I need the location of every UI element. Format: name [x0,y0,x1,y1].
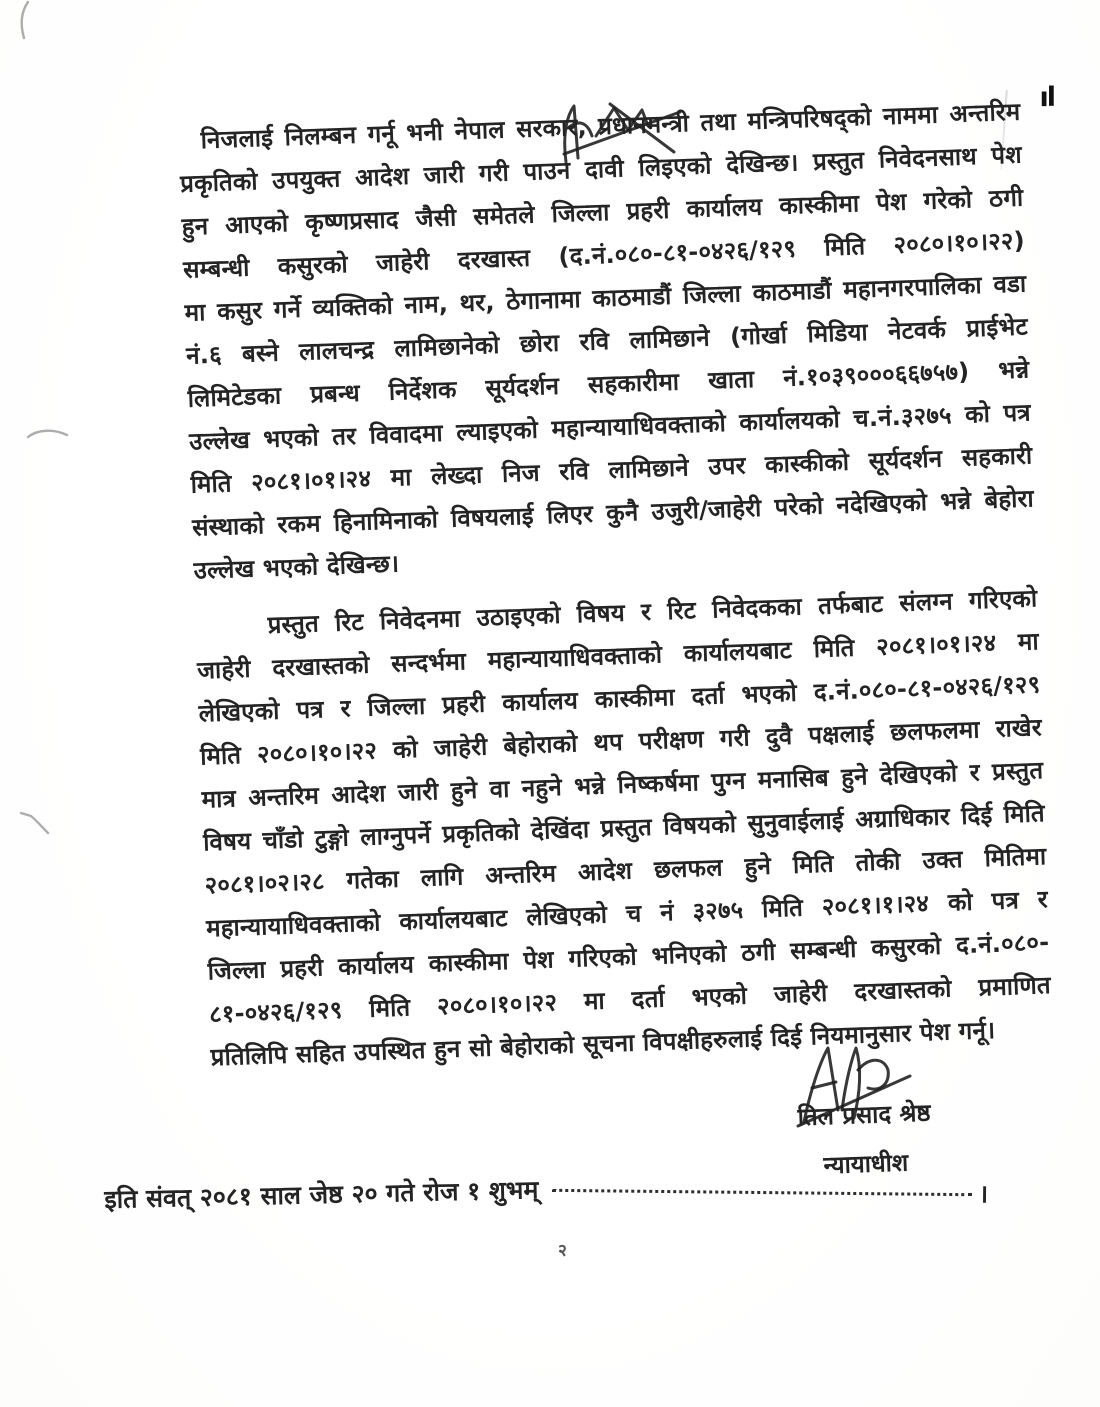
text-line: उल्लेख भएको तर विवादमा ल्याइएको महान्यायाधिवक्ताको कार्यालयको च.नं.३२७५ को पत्र [188,398,1032,456]
judge-title: न्यायाधीश [823,1148,909,1180]
text-line: मिति २०८१।०१।२४ मा लेख्दा निज रवि लामिछाने उपर कास्कीको सूर्यदर्शन सहकारी [190,441,1033,499]
pen-mark-top-left-icon [12,0,38,44]
paragraph-1 [178,91,1036,593]
text-line: संस्थाको रकम हिनामिनाको विषयलाई लिएर कुनै उजुरी/जाहेरी परेको नदेखिएको भन्ने बेहोरा [191,484,1035,542]
page-number: २ [557,1240,569,1262]
dotted-rule-wrap [552,1172,988,1211]
text-line: ८१-०४२६/१२९ मिति २०८०।१०।२२ मा दर्ता भएको जाहेरी दरखास्तको प्रमाणित [208,971,1052,1029]
text-line: मिति २०८०।१०।२२ को जाहेरी बेहोराको थप परीक्षण गरी दुवै पक्षलाई छलफलमा राखेर [199,713,1043,771]
pen-mark-left-lower-icon [18,808,52,836]
text-line: प्रस्तुत रिट निवेदनमा उठाइएको विषय र रिट निवेदकका तर्फबाट संलग्न गरिएको [267,584,1038,640]
text-line: लिमिटेडका प्रबन्ध निर्देशक सूर्यदर्शन सहकारीमा खाता नं.१०३९०००६६७५७) भन्ने [187,355,1030,413]
pen-mark-left-upper-icon [26,426,70,442]
text-line: विषय चाँडो टुङ्गो लाग्नुपर्ने प्रकृतिको देखिंदा प्रस्तुत विषयको सुनुवाईलाई अग्राधिकार दिई मिति [202,799,1046,857]
text-line: मात्र अन्तरिम आदेश जारी हुने वा नहुने भन्ने निष्कर्षमा पुग्न मनासिब हुने देखिएको र प्रस्तुत [201,756,1044,814]
judge-name: तिल प्रसाद श्रेष्ठ [797,1098,932,1132]
closing-date-text: इति संवत् २०८१ साल जेष्ठ २० गते रोज १ शुभम् [104,1175,539,1214]
text-line: नं.६ बस्ने लालचन्द्र लामिछानेको छोरा रवि लामिछाने (गोर्खा मिडिया नेटवर्क प्राईभेट [185,312,1029,370]
paragraph-2 [195,577,1053,1079]
text-line: उल्लेख भएको देखिन्छ। [193,549,400,585]
dotted-rule [552,1189,972,1196]
closing-date-line [104,1162,989,1216]
text-line: महान्यायाधिवक्ताको कार्यालयबाट लेखिएको च नं ३२७५ मिति २०८१।१।२४ को पत्र र [205,885,1049,943]
text-line: हुन आएको कृष्णप्रसाद जैसी समेतले जिल्ला प्रहरी कार्यालय कास्कीमा पेश गरेको ठगी [181,183,1024,241]
text-line: प्रकृतिको उपयुक्त आदेश जारी गरी पाउन दावी लिइएको देखिन्छ। प्रस्तुत निवेदनसाथ पेश [179,140,1023,198]
document-body [178,91,1053,1080]
end-danda: । [978,1179,989,1209]
corner-mark: ıl [1039,82,1054,113]
text-line: जाहेरी दरखास्तको सन्दर्भमा महान्यायाधिवक्ताको कार्यालयबाट मिति २०८१।०१।२४ मा [196,627,1040,685]
text-line: मा कसुर गर्ने व्यक्तिको नाम, थर, ठेगानामा काठमाडौं जिल्ला काठमाडौं महानगरपालिका वडा [184,269,1027,327]
text-line: सम्बन्धी कसुरको जाहेरी दरखास्त (द.नं.०८०-८१-०४२६/१२९ मिति २०८०।१०।२२) [182,226,1026,284]
text-line: प्रतिलिपि सहित उपस्थित हुन सो बेहोराको सूचना विपक्षीहरुलाई दिई नियमानुसार पेश गर्नू। [210,1016,996,1072]
text-line: निजलाई निलम्बन गर्नू भनी नेपाल सरकार, प्रधानमन्त्री तथा मन्त्रिपरिषद्को नाममा अन्तरिम [200,97,1021,155]
text-line: जिल्ला प्रहरी कार्यालय कास्कीमा पेश गरिएको भनिएको ठगी सम्बन्धी कसुरको द.नं.०८०- [207,928,1050,986]
text-line: लेखिएको पत्र र जिल्ला प्रहरी कार्यालय कास्कीमा दर्ता भएको द.नं.०८०-८१-०४२६/१२९ [198,670,1041,728]
text-line: २०८१।०२।२८ गतेका लागि अन्तरिम आदेश छलफल हुने मिति तोकी उक्त मितिमा [204,842,1047,900]
